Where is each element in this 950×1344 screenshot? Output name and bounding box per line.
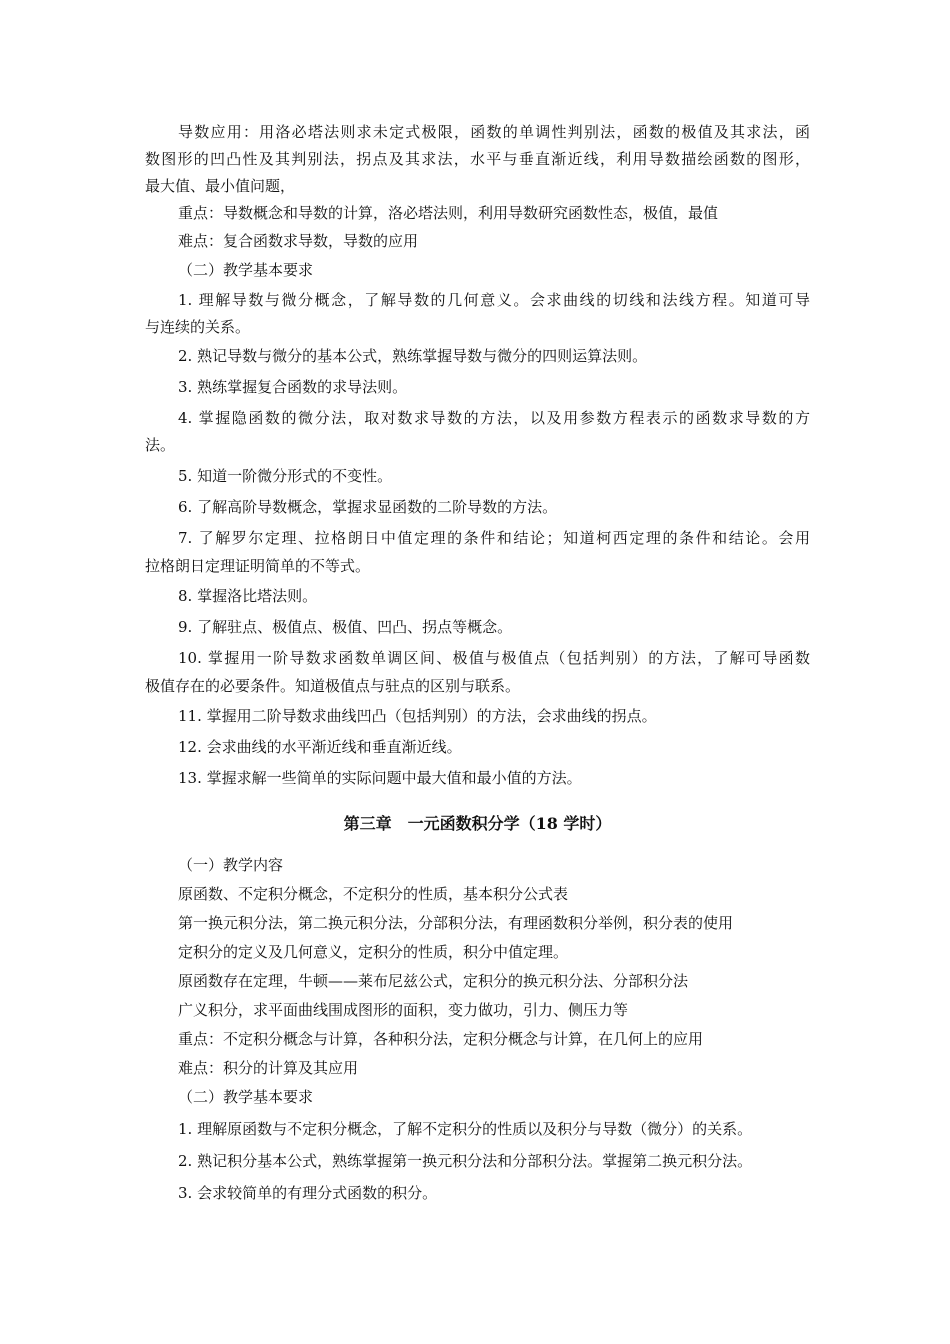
content-item: 原函数存在定理，牛顿——莱布尼兹公式，定积分的换元积分法、分部积分法 <box>178 972 689 990</box>
paragraph-derivative-applications-end: 最大值、最小值问题， <box>145 177 296 195</box>
content-item: 定积分的定义及几何意义，定积分的性质，积分中值定理。 <box>178 943 569 961</box>
requirement-item: 4. 掌握隐函数的微分法，取对数求导数的方法，以及用参数方程表示的函数求导数的方 <box>178 409 810 427</box>
requirement-item-cont: 极值存在的必要条件。知道极值点与驻点的区别与联系。 <box>145 677 521 695</box>
content-item: 广义积分，求平面曲线围成图形的面积，变力做功，引力、侧压力等 <box>178 1001 629 1019</box>
requirement-item: 12. 会求曲线的水平渐近线和垂直渐近线。 <box>178 738 462 756</box>
difficulties-ch3: 难点：积分的计算及其应用 <box>178 1059 359 1077</box>
requirement-item: 13. 掌握求解一些简单的实际问题中最大值和最小值的方法。 <box>178 769 582 787</box>
requirement-item: 3. 熟练掌握复合函数的求导法则。 <box>178 378 408 396</box>
requirement-item: 8. 掌握洛比塔法则。 <box>178 587 318 605</box>
requirements-heading-ch2: （二）教学基本要求 <box>178 261 314 279</box>
requirement-item: 1. 理解导数与微分概念，了解导数的几何意义。会求曲线的切线和法线方程。知道可导 <box>178 291 810 309</box>
requirement-item: 9. 了解驻点、极值点、极值、凹凸、拐点等概念。 <box>178 618 513 636</box>
requirement-item: 2. 熟记导数与微分的基本公式，熟练掌握导数与微分的四则运算法则。 <box>178 347 648 365</box>
chapter-title: 第三章 一元函数积分学（18 学时） <box>343 814 612 833</box>
requirement-item-cont: 法。 <box>145 436 176 454</box>
paragraph-derivative-applications-cont: 数图形的凹凸性及其判别法，拐点及其求法，水平与垂直渐近线，利用导数描绘函数的图形， <box>145 150 810 168</box>
paragraph-derivative-applications: 导数应用：用洛必塔法则求未定式极限，函数的单调性判别法，函数的极值及其求法，函 <box>178 123 810 141</box>
content-item: 第一换元积分法，第二换元积分法，分部积分法，有理函数积分举例，积分表的使用 <box>178 914 734 932</box>
difficulties-ch2: 难点：复合函数求导数，导数的应用 <box>178 232 419 250</box>
requirement-item: 7. 了解罗尔定理、拉格朗日中值定理的条件和结论；知道柯西定理的条件和结论。会用 <box>178 529 810 547</box>
requirement-item-cont: 与连续的关系。 <box>145 318 251 336</box>
key-points-ch3: 重点：不定积分概念与计算，各种积分法，定积分概念与计算，在几何上的应用 <box>178 1030 704 1048</box>
content-item: 原函数、不定积分概念，不定积分的性质，基本积分公式表 <box>178 885 569 903</box>
key-points-ch2: 重点：导数概念和导数的计算，洛必塔法则，利用导数研究函数性态，极值，最值 <box>178 204 719 222</box>
requirement-item: 1. 理解原函数与不定积分概念，了解不定积分的性质以及积分与导数（微分）的关系。 <box>178 1120 753 1138</box>
requirement-item: 2. 熟记积分基本公式，熟练掌握第一换元积分法和分部积分法。掌握第二换元积分法。 <box>178 1152 753 1170</box>
requirement-item: 11. 掌握用二阶导数求曲线凹凸（包括判别）的方法，会求曲线的拐点。 <box>178 707 657 725</box>
requirement-item: 10. 掌握用一阶导数求函数单调区间、极值与极值点（包括判别）的方法，了解可导函数 <box>178 649 810 667</box>
requirements-heading-ch3: （二）教学基本要求 <box>178 1088 314 1106</box>
requirement-item: 5. 知道一阶微分形式的不变性。 <box>178 467 393 485</box>
content-heading-ch3: （一）教学内容 <box>178 856 284 874</box>
requirement-item-cont: 拉格朗日定理证明简单的不等式。 <box>145 557 371 575</box>
requirement-item: 3. 会求较简单的有理分式函数的积分。 <box>178 1184 438 1202</box>
requirement-item: 6. 了解高阶导数概念，掌握求显函数的二阶导数的方法。 <box>178 498 558 516</box>
